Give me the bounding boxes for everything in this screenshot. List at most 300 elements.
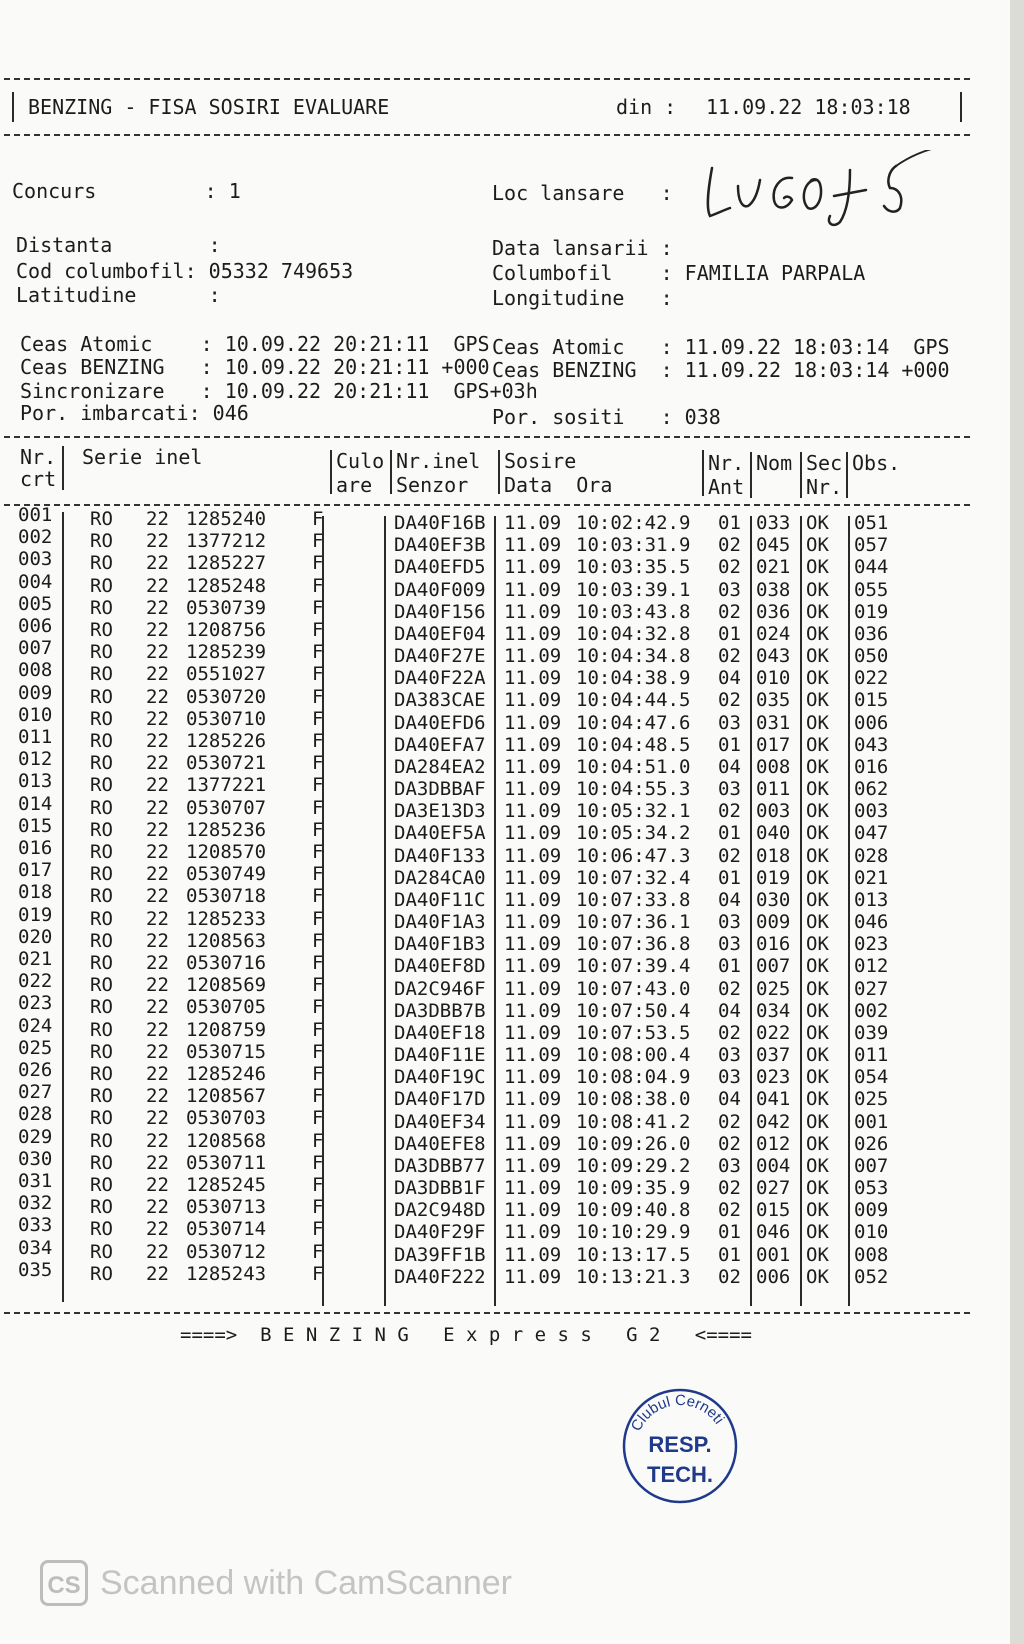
- distanta-line: Distanta :: [16, 233, 221, 257]
- table-row: [0, 1147, 1000, 1177]
- cell-sensor: DA40EF18: [394, 1021, 486, 1044]
- cell-country: RO: [90, 530, 113, 553]
- cell-sec: OK: [806, 911, 829, 934]
- cell-nr-crt: 003: [18, 548, 53, 571]
- cell-nom: 041: [756, 1088, 791, 1111]
- cell-arrival-time: 10:07:39.4: [576, 955, 691, 978]
- cell-sensor: DA284EA2: [394, 755, 486, 778]
- table-row: [0, 859, 1000, 889]
- cell-antenna: 04: [718, 755, 741, 778]
- cell-nr-crt: 019: [18, 903, 53, 926]
- cell-nr-crt: 014: [18, 792, 53, 815]
- cell-nr-crt: 023: [18, 992, 53, 1015]
- cell-obs: 019: [854, 600, 889, 623]
- cell-obs: 047: [854, 822, 889, 845]
- cell-year: 22: [146, 841, 169, 863]
- arrived-count: Por. sositi : 038: [492, 405, 721, 429]
- cell-nr-crt: 007: [18, 637, 53, 660]
- cell-sensor: DA40F11C: [394, 888, 486, 911]
- cell-arrival-date: 11.09: [504, 556, 562, 579]
- cell-obs: 011: [854, 1044, 889, 1067]
- cod-columbofil-line: Cod columbofil: 05332 749653: [16, 259, 354, 283]
- cell-sensor: DA40F11E: [394, 1044, 486, 1067]
- cell-obs: 044: [854, 556, 889, 579]
- cell-sec: OK: [806, 1243, 829, 1266]
- cell-arrival-date: 11.09: [504, 512, 562, 534]
- cell-antenna: 02: [718, 1265, 741, 1288]
- cell-antenna: 01: [718, 733, 741, 756]
- table-row: [0, 970, 1000, 1000]
- cell-ring-number: 1285227: [186, 552, 267, 575]
- cell-nr-crt: 016: [18, 837, 53, 859]
- cell-antenna: 02: [718, 534, 741, 557]
- cell-sec: OK: [806, 955, 829, 978]
- cell-arrival-time: 10:08:00.4: [576, 1044, 691, 1067]
- cell-nom: 043: [756, 645, 791, 667]
- cell-antenna: 01: [718, 512, 741, 534]
- cell-nr-crt: 031: [18, 1170, 53, 1192]
- camscanner-text: Scanned with CamScanner: [100, 1564, 513, 1602]
- cell-arrival-date: 11.09: [504, 911, 562, 934]
- cell-nr-crt: 028: [18, 1103, 53, 1126]
- cell-antenna: 01: [718, 1221, 741, 1244]
- cell-ring-number: 1285233: [186, 907, 267, 930]
- cell-arrival-date: 11.09: [504, 1132, 562, 1155]
- cell-country: RO: [90, 1085, 113, 1108]
- cell-sec: OK: [806, 822, 829, 845]
- cell-sensor: DA3DBBAF: [394, 778, 486, 801]
- cell-country: RO: [90, 907, 113, 930]
- cell-country: RO: [90, 1018, 113, 1041]
- cell-year: 22: [146, 1085, 169, 1108]
- cell-sensor: DA40EF5A: [394, 822, 486, 845]
- cell-country: RO: [90, 707, 113, 730]
- cell-country: RO: [90, 774, 113, 797]
- cell-arrival-date: 11.09: [504, 1154, 562, 1177]
- cell-year: 22: [146, 952, 169, 974]
- scan-edge: [1010, 0, 1024, 1644]
- cell-ring-number: 0530703: [186, 1107, 267, 1130]
- table-row: [0, 992, 1000, 1022]
- svg-text:Clubul Cerneti: [628, 1392, 728, 1434]
- cell-sec: OK: [806, 622, 829, 645]
- cell-ring-number: 1285246: [186, 1063, 267, 1085]
- cell-obs: 053: [854, 1177, 889, 1200]
- cell-arrival-time: 10:06:47.3: [576, 844, 691, 867]
- cell-arrival-date: 11.09: [504, 977, 562, 1000]
- cell-sensor: DA40F156: [394, 600, 486, 623]
- cell-nr-crt: 018: [18, 881, 53, 904]
- cell-sex: F: [312, 1240, 324, 1263]
- cell-obs: 010: [854, 1221, 889, 1244]
- top-dashed-line: [4, 78, 970, 80]
- cell-obs: 028: [854, 844, 889, 867]
- cell-nr-crt: 020: [18, 925, 53, 948]
- cell-sec: OK: [806, 999, 829, 1022]
- cell-sec: OK: [806, 888, 829, 911]
- table-row: [0, 526, 1000, 557]
- cell-ring-number: 0530710: [186, 707, 267, 730]
- cell-nr-crt: 006: [18, 615, 53, 637]
- cell-sex: F: [312, 796, 324, 819]
- cell-country: RO: [90, 1040, 113, 1063]
- cell-year: 22: [146, 574, 169, 597]
- cell-arrival-date: 11.09: [504, 1199, 562, 1222]
- stamp-line-2: TECH.: [647, 1462, 713, 1487]
- cell-sex: F: [312, 1063, 324, 1085]
- cell-country: RO: [90, 596, 113, 619]
- cell-ring-number: 1208569: [186, 974, 267, 997]
- cell-arrival-time: 10:10:29.9: [576, 1221, 691, 1244]
- cell-arrival-time: 10:09:35.9: [576, 1177, 691, 1200]
- cell-arrival-date: 11.09: [504, 1021, 562, 1044]
- cell-country: RO: [90, 730, 113, 752]
- cell-sex: F: [312, 774, 324, 797]
- cell-ring-number: 1377212: [186, 530, 267, 553]
- col-sosire-header-2: Data Ora: [504, 473, 613, 497]
- cell-nr-crt: 029: [18, 1125, 53, 1148]
- cell-country: RO: [90, 552, 113, 575]
- cell-year: 22: [146, 796, 169, 819]
- cell-country: RO: [90, 1174, 113, 1196]
- table-row: [0, 1170, 1000, 1200]
- cell-antenna: 03: [718, 1044, 741, 1067]
- cell-nom: 022: [756, 1021, 791, 1044]
- cell-arrival-date: 11.09: [504, 689, 562, 712]
- col-nrinel-header: Nr.inel: [396, 449, 481, 473]
- cell-sex: F: [312, 574, 324, 597]
- cell-obs: 055: [854, 578, 889, 601]
- col-ant-header: Nr.: [708, 451, 745, 475]
- cell-nom: 003: [756, 800, 791, 823]
- table-row: [0, 659, 1000, 690]
- header-dashed-line: [4, 134, 970, 136]
- camscanner-logo-icon: CS: [40, 1560, 88, 1606]
- cell-antenna: 03: [718, 778, 741, 801]
- cell-nr-crt: 034: [18, 1236, 53, 1259]
- date-label: din :: [616, 95, 677, 119]
- cell-sex: F: [312, 641, 324, 664]
- cell-sensor: DA3DBB7B: [394, 999, 486, 1022]
- cell-nr-crt: 012: [18, 748, 53, 771]
- cell-ring-number: 1285236: [186, 818, 267, 841]
- cell-country: RO: [90, 641, 113, 664]
- sep-nom-head: [800, 452, 802, 498]
- cell-arrival-time: 10:04:44.5: [576, 689, 691, 712]
- cell-nr-crt: 017: [18, 859, 53, 882]
- cell-sensor: DA40EFD6: [394, 711, 486, 734]
- cell-antenna: 02: [718, 1199, 741, 1222]
- cell-sec: OK: [806, 1132, 829, 1155]
- cell-nom: 034: [756, 999, 791, 1022]
- col-nrcrt-header: Nr.: [20, 445, 57, 469]
- cell-arrival-time: 10:08:41.2: [576, 1110, 691, 1133]
- cell-nom: 021: [756, 556, 791, 579]
- cell-nr-crt: 021: [18, 948, 53, 970]
- cell-obs: 006: [854, 711, 889, 734]
- cell-antenna: 02: [718, 556, 741, 579]
- cell-sensor: DA40EFE8: [394, 1132, 486, 1155]
- cell-arrival-time: 10:04:34.8: [576, 645, 691, 667]
- cell-nom: 042: [756, 1110, 791, 1133]
- cell-arrival-time: 10:03:31.9: [576, 534, 691, 557]
- cell-year: 22: [146, 996, 169, 1019]
- cell-sec: OK: [806, 1066, 829, 1089]
- cell-nom: 012: [756, 1132, 791, 1155]
- sep-culoare-head: [390, 450, 392, 494]
- columbofil-line: Columbofil : FAMILIA PARPALA: [492, 261, 866, 285]
- cell-country: RO: [90, 1107, 113, 1130]
- cell-obs: 007: [854, 1154, 889, 1177]
- cell-antenna: 02: [718, 1110, 741, 1133]
- cell-sensor: DA40F27E: [394, 645, 486, 667]
- cell-ring-number: 1285248: [186, 574, 267, 597]
- cell-obs: 051: [854, 512, 889, 534]
- col-sosire-header: Sosire: [504, 449, 577, 473]
- cell-sec: OK: [806, 1088, 829, 1111]
- table-bottom-dashed-line: [4, 1312, 970, 1314]
- cell-country: RO: [90, 929, 113, 952]
- cell-year: 22: [146, 929, 169, 952]
- cell-sec: OK: [806, 1021, 829, 1044]
- cell-year: 22: [146, 619, 169, 641]
- cell-nom: 027: [756, 1177, 791, 1200]
- cell-sensor: DA40F22A: [394, 667, 486, 690]
- cell-sex: F: [312, 707, 324, 730]
- cell-sensor: DA40EFA7: [394, 733, 486, 756]
- col-serie-header: Serie inel: [82, 445, 203, 469]
- cell-obs: 021: [854, 866, 889, 889]
- cell-nom: 035: [756, 689, 791, 712]
- stamp-line-1: RESP.: [648, 1432, 712, 1457]
- report-title: BENZING - FISA SOSIRI EVALUARE: [28, 95, 390, 119]
- cell-sensor: DA2C946F: [394, 977, 486, 1000]
- sep-sec-head: [846, 452, 848, 498]
- cell-arrival-date: 11.09: [504, 1088, 562, 1111]
- cell-nom: 040: [756, 822, 791, 845]
- cell-year: 22: [146, 552, 169, 575]
- cell-country: RO: [90, 952, 113, 974]
- sep-ant-head: [750, 452, 752, 498]
- cell-year: 22: [146, 863, 169, 886]
- col-sec-header: Sec: [806, 451, 843, 475]
- cell-ring-number: 1285239: [186, 641, 267, 664]
- cell-sec: OK: [806, 778, 829, 801]
- cell-arrival-time: 10:07:43.0: [576, 977, 691, 1000]
- cell-nom: 011: [756, 778, 791, 801]
- cell-arrival-date: 11.09: [504, 822, 562, 845]
- cell-nom: 007: [756, 955, 791, 978]
- cell-arrival-time: 10:02:42.9: [576, 512, 691, 534]
- cell-nr-crt: 027: [18, 1081, 53, 1104]
- cell-ring-number: 0530711: [186, 1151, 267, 1174]
- cell-obs: 039: [854, 1021, 889, 1044]
- cell-ring-number: 0530705: [186, 996, 267, 1019]
- cell-ring-number: 0530749: [186, 863, 267, 886]
- cell-ring-number: 1208563: [186, 929, 267, 952]
- col-culoare-header: Culo: [336, 449, 385, 473]
- cell-sensor: DA40F222: [394, 1265, 486, 1288]
- cell-arrival-time: 10:04:47.6: [576, 711, 691, 734]
- table-row: [0, 1014, 1000, 1044]
- left-atomic-clock: Ceas Atomic : 10.09.22 20:21:11 GPS: [20, 332, 490, 356]
- cell-ring-number: 0530718: [186, 885, 267, 908]
- cell-ring-number: 0530739: [186, 596, 267, 619]
- cell-sex: F: [312, 1174, 324, 1196]
- cell-country: RO: [90, 863, 113, 886]
- cell-sex: F: [312, 508, 324, 530]
- col-obs-header: Obs.: [852, 451, 901, 475]
- cell-sec: OK: [806, 844, 829, 867]
- cell-year: 22: [146, 752, 169, 775]
- cell-year: 22: [146, 707, 169, 730]
- cell-obs: 025: [854, 1088, 889, 1111]
- table-row: [0, 592, 1000, 623]
- cell-arrival-date: 11.09: [504, 955, 562, 978]
- cell-sensor: DA2C948D: [394, 1199, 486, 1222]
- cell-arrival-date: 11.09: [504, 844, 562, 867]
- cell-country: RO: [90, 619, 113, 641]
- cell-antenna: 03: [718, 578, 741, 601]
- table-row: [0, 726, 1000, 756]
- cell-arrival-date: 11.09: [504, 999, 562, 1022]
- cell-sex: F: [312, 619, 324, 641]
- cell-year: 22: [146, 641, 169, 664]
- cell-sec: OK: [806, 1265, 829, 1288]
- cell-arrival-date: 11.09: [504, 534, 562, 557]
- cell-sec: OK: [806, 556, 829, 579]
- loc-lansare-label: Loc lansare :: [492, 181, 673, 205]
- cell-sensor: DA3E13D3: [394, 800, 486, 823]
- cell-sec: OK: [806, 733, 829, 756]
- cell-sensor: DA40EF8D: [394, 955, 486, 978]
- col-nrinel-header-2: Senzor: [396, 473, 469, 497]
- cell-year: 22: [146, 508, 169, 530]
- cell-sex: F: [312, 730, 324, 752]
- cell-arrival-date: 11.09: [504, 622, 562, 645]
- right-atomic-clock: Ceas Atomic : 11.09.22 18:03:14 GPS: [492, 335, 950, 359]
- cell-ring-number: 1285245: [186, 1174, 267, 1196]
- cell-sex: F: [312, 530, 324, 553]
- cell-year: 22: [146, 1218, 169, 1241]
- cell-antenna: 01: [718, 955, 741, 978]
- cell-obs: 001: [854, 1110, 889, 1133]
- cell-sensor: DA40EF34: [394, 1110, 486, 1133]
- cell-nr-crt: 035: [18, 1258, 53, 1281]
- cell-year: 22: [146, 685, 169, 708]
- table-header-dashed-line: [4, 504, 970, 506]
- cell-sec: OK: [806, 1177, 829, 1200]
- cell-obs: 054: [854, 1066, 889, 1089]
- longitudine-line: Longitudine :: [492, 286, 673, 310]
- cell-sec: OK: [806, 1199, 829, 1222]
- cell-sec: OK: [806, 933, 829, 956]
- table-row: [0, 615, 1000, 645]
- cell-sensor: DA40F17D: [394, 1088, 486, 1111]
- cell-year: 22: [146, 663, 169, 686]
- cell-sec: OK: [806, 1221, 829, 1244]
- table-row: [0, 703, 1000, 734]
- cell-antenna: 01: [718, 822, 741, 845]
- cell-nr-crt: 001: [18, 504, 53, 526]
- cell-ring-number: 1208570: [186, 841, 267, 863]
- cell-arrival-date: 11.09: [504, 1044, 562, 1067]
- cell-arrival-time: 10:04:55.3: [576, 778, 691, 801]
- cell-country: RO: [90, 508, 113, 530]
- cell-arrival-time: 10:07:53.5: [576, 1021, 691, 1044]
- right-benzing-clock: Ceas BENZING : 11.09.22 18:03:14 +000: [492, 358, 950, 382]
- data-lansarii-line: Data lansarii :: [492, 236, 673, 260]
- cell-arrival-time: 10:09:29.2: [576, 1154, 691, 1177]
- cell-obs: 002: [854, 999, 889, 1022]
- cell-nom: 036: [756, 600, 791, 623]
- cell-ring-number: 0530713: [186, 1196, 267, 1219]
- cell-ring-number: 1208568: [186, 1129, 267, 1152]
- stamp-club-name: Clubul Cerneti: [627, 1392, 728, 1435]
- cell-arrival-date: 11.09: [504, 933, 562, 956]
- cell-nr-crt: 015: [18, 814, 53, 837]
- cell-sex: F: [312, 907, 324, 930]
- cell-arrival-time: 10:13:21.3: [576, 1265, 691, 1288]
- cell-nr-crt: 013: [18, 770, 53, 793]
- cell-arrival-time: 10:04:51.0: [576, 755, 691, 778]
- cell-nr-crt: 026: [18, 1059, 53, 1081]
- cell-antenna: 03: [718, 1066, 741, 1089]
- concurs-line: Concurs : 1: [12, 179, 241, 203]
- cell-arrival-time: 10:07:36.1: [576, 911, 691, 934]
- cell-arrival-time: 10:09:26.0: [576, 1132, 691, 1155]
- cell-sex: F: [312, 974, 324, 997]
- cell-arrival-time: 10:08:38.0: [576, 1088, 691, 1111]
- cell-sex: F: [312, 1129, 324, 1152]
- cell-sec: OK: [806, 689, 829, 712]
- cell-antenna: 04: [718, 888, 741, 911]
- cell-arrival-time: 10:08:04.9: [576, 1066, 691, 1089]
- cell-antenna: 03: [718, 911, 741, 934]
- cell-arrival-time: 10:03:35.5: [576, 556, 691, 579]
- cell-sec: OK: [806, 977, 829, 1000]
- cell-sec: OK: [806, 1044, 829, 1067]
- cell-antenna: 02: [718, 1132, 741, 1155]
- cell-year: 22: [146, 730, 169, 752]
- cell-sec: OK: [806, 512, 829, 534]
- cell-arrival-date: 11.09: [504, 600, 562, 623]
- cell-antenna: 02: [718, 1177, 741, 1200]
- header-left-bar: [12, 92, 14, 122]
- cell-sec: OK: [806, 600, 829, 623]
- cell-arrival-date: 11.09: [504, 1243, 562, 1266]
- cell-sensor: DA39FF1B: [394, 1243, 486, 1266]
- cell-nr-crt: 025: [18, 1036, 53, 1059]
- cell-sex: F: [312, 1040, 324, 1063]
- cell-antenna: 02: [718, 600, 741, 623]
- cell-nr-crt: 008: [18, 659, 53, 682]
- cell-sex: F: [312, 1151, 324, 1174]
- cell-arrival-time: 10:05:34.2: [576, 822, 691, 845]
- table-top-dashed-line: [4, 436, 970, 438]
- table-row: [0, 504, 1000, 534]
- cell-nom: 017: [756, 733, 791, 756]
- cell-ring-number: 1208756: [186, 619, 267, 641]
- cell-country: RO: [90, 796, 113, 819]
- cell-arrival-time: 10:07:33.8: [576, 888, 691, 911]
- cell-sex: F: [312, 818, 324, 841]
- table-row: [0, 570, 1000, 601]
- cell-nom: 023: [756, 1066, 791, 1089]
- table-row: [0, 1214, 1000, 1244]
- col-sec-header-2: Nr.: [806, 475, 843, 499]
- cell-obs: 016: [854, 755, 889, 778]
